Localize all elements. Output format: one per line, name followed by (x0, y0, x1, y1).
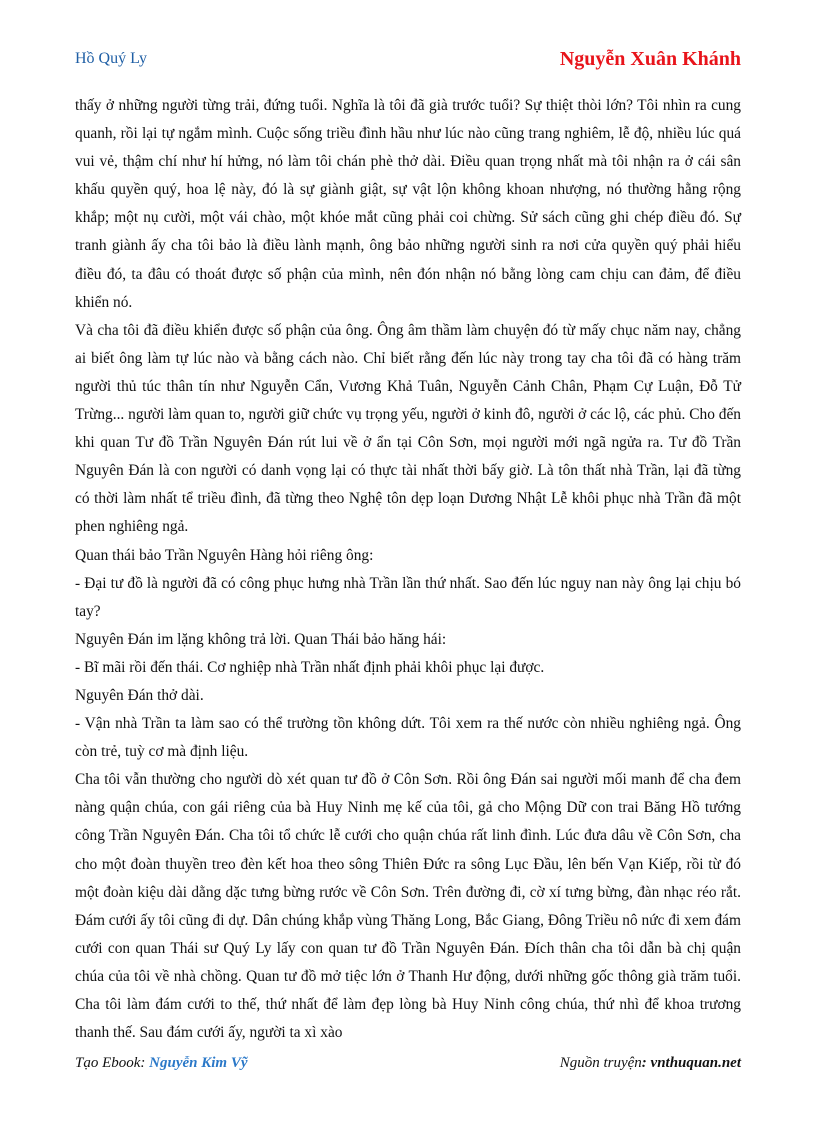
author-name: Nguyễn Xuân Khánh (559, 48, 741, 70)
page-header (75, 48, 741, 78)
ebook-credit-label: Tạo Ebook (75, 1055, 141, 1071)
paragraph: Nguyên Đán thở dài. (75, 686, 204, 704)
paragraph: - Vận nhà Trần ta làm sao có thể trường tồn không dứt. Tôi xem ra thế nước còn nhiều nghiêng ngả. Ông còn trẻ, tuỳ cơ mà định liệu. (75, 715, 741, 761)
paragraph: Nguyên Đán im lặng không trả lời. Quan Thái bảo hăng hái: (75, 630, 447, 648)
paragraph: Quan thái bảo Trần Nguyên Hàng hỏi riêng ông: (75, 546, 374, 564)
paragraph: thấy ở những người từng trải, đứng tuổi. Nghĩa là tôi đã già trước tuổi? Sự thiệt thòi lớn? Tôi nhìn ra cung quanh, rồi lại tự ngắm mình. Cuộc sống triều đình hầu như lúc nào cũng trang nghiêm, lễ độ, nhiều lúc quá vui vẻ, thậm chí như hí hửng, nó làm tôi chán phè thở dài. Điều quan trọng nhất mà tôi nhận ra ở cái sân khấu quyền quý, hoa lệ này, đó là sự giành giật, sự vật lộn không khoan nhượng, nó thường hằng rộng khắp; một nụ cười, một vái chào, một khóe mắt cũng phải coi chừng. Sử sách cũng ghi chép điều đó. Sự tranh giành ấy cha tôi bảo là điều lành mạnh, ông bảo những người sinh ra nơi cửa quyền quý phải hiểu điều đó, ta đâu có thoát được số phận của mình, nên đón nhận nó bằng lòng cam chịu can đảm, để điều khiển nó. (75, 97, 741, 311)
ebook-creator-name: Nguyễn Kim Vỹ (149, 1055, 248, 1071)
paragraph: - Bĩ mãi rồi đến thái. Cơ nghiệp nhà Trần nhất định phải khôi phục lại được. (75, 658, 545, 676)
source-site-link[interactable]: vnthuquan.net (650, 1055, 741, 1071)
source-credit-separator: : (641, 1055, 651, 1071)
page-footer (75, 1055, 741, 1079)
book-title: Hồ Quý Ly (75, 50, 147, 67)
source-credit-label: Nguồn truyện (559, 1055, 642, 1071)
body-text (75, 92, 741, 1047)
paragraph: Và cha tôi đã điều khiển được số phận của ông. Ông âm thầm làm chuyện đó từ mấy chục năm nay, chẳng ai biết ông làm tự lúc nào và bằng cách nào. Chỉ biết rằng đến lúc này trong tay cha tôi đã có hàng trăm người thủ túc thân tín như Nguyễn Cẩn, Vương Khả Tuân, Nguyễn Cảnh Chân, Phạm Cự Luận, Đỗ Tử Trừng... người làm quan to, người giữ chức vụ trọng yếu, người ở kinh đô, người ở các lộ, các phủ. Cho đến khi quan Tư đồ Trần Nguyên Đán rút lui về ở ẩn tại Côn Sơn, mọi người mới ngã ngửa ra. Tư đồ Trần Nguyên Đán là con người có danh vọng lại có thực tài nhất thời bấy giờ. Là tôn thất nhà Trần, lại đã từng có thời làm nhất tể triều đình, đã từng theo Nghệ tôn dẹp loạn Dương Nhật Lễ khôi phục nhà Trần đã một phen nghiêng ngả. (75, 321, 741, 536)
paragraph: Cha tôi vẫn thường cho người dò xét quan tư đồ ở Côn Sơn. Rồi ông Đán sai người mối manh để cha đem nàng quận chúa, con gái riêng của bà Huy Ninh mẹ kế của tôi, gả cho Mộng Dữ con trai Băng Hồ tướng công Trần Nguyên Đán. Cha tôi tổ chức lễ cưới cho quận chúa rất linh đình. Lúc đưa dâu về Côn Sơn, cha cho một đoàn thuyền treo đèn kết hoa theo sông Thiên Đức ra sông Lục Đầu, lên bến Vạn Kiếp, rồi từ đó một đoàn kiệu dài dằng dặc tưng bừng rước về Côn Sơn. Trên đường đi, cờ xí tưng bừng, đàn nhạc réo rắt. Đám cưới ấy tôi cũng đi dự. Dân chúng khắp vùng Thăng Long, Bắc Giang, Đông Triều nô nức đi xem đám cưới con quan Thái sư Quý Ly lấy con quan tư đồ Trần Nguyên Đán. Đích thân cha tôi dẫn bà chị quận chúa của tôi về nhà chồng. Quan tư đồ mở tiệc lớn ở Thanh Hư động, dưới những gốc thông già trăm tuổi. Cha tôi làm đám cưới to thế, thứ nhất để làm đẹp lòng bà Huy Ninh công chúa, thứ nhì để khoa trương thanh thế. Sau đám cưới ấy, người ta xì xào (75, 771, 741, 1042)
ebook-credit-separator: : (140, 1055, 150, 1071)
paragraph: - Đại tư đồ là người đã có công phục hưng nhà Trần lần thứ nhất. Sao đến lúc nguy nan này ông lại chịu bó tay? (75, 574, 741, 620)
ebook-credit (75, 1055, 248, 1072)
source-credit (560, 1055, 741, 1072)
